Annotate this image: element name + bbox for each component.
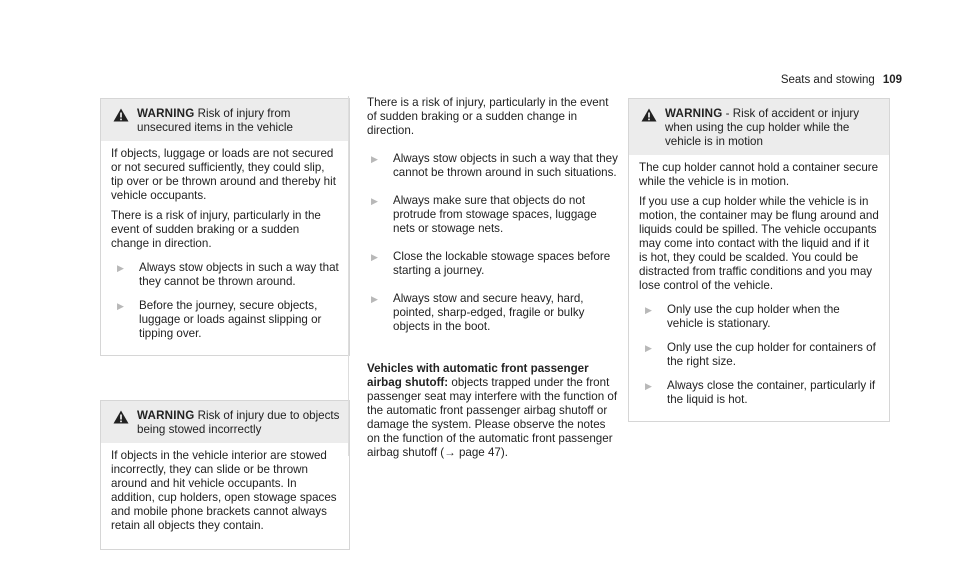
bullet-arrow-icon: ▶ (645, 305, 652, 315)
warning-title-text: - Risk of accident or injury when using the cup holder while the vehicle is in motion (665, 107, 860, 148)
list-item (639, 379, 879, 407)
page-number: 109 (882, 74, 902, 86)
bullet-arrow-icon: ▶ (645, 381, 652, 391)
warning-title (137, 107, 341, 135)
list-item-text: Always stow and secure heavy, hard, pointed, sharp-edged, fragile or bulky objects in the boot. (393, 292, 585, 333)
section-title: Seats and stowing (780, 74, 875, 86)
list-item-text: Only use the cup holder when the vehicle is stationary. (667, 303, 840, 330)
warning-title (665, 107, 881, 149)
list-item (367, 194, 621, 236)
warning-triangle-icon (641, 108, 657, 122)
column-middle (348, 96, 621, 459)
bullet-arrow-icon: ▶ (117, 301, 124, 311)
list-item-text: Always make sure that objects do not protrude from stowage spaces, luggage nets or stowage nets. (393, 194, 597, 235)
warning-header (101, 99, 349, 141)
airbag-shutoff-note (367, 362, 621, 460)
column-right (628, 98, 890, 438)
column-left (100, 98, 350, 566)
warning-title-text: Risk of injury due to objects being stowed incorrectly (137, 409, 340, 436)
note-subheading: Vehicles with automatic front passenger airbag shutoff: (367, 362, 589, 389)
note-body: objects trapped under the front passenger seat may interfere with the function of the automatic front passenger airbag shutoff or damage the system. Please observe the notes on the function of the automatic front passenger airbag shutoff (→ page 47). (367, 376, 618, 459)
list-item (367, 152, 621, 180)
list-item (639, 303, 879, 331)
bullet-arrow-icon: ▶ (645, 343, 652, 353)
warning-triangle-icon (113, 410, 129, 424)
bullet-arrow-icon: ▶ (371, 252, 378, 262)
bullet-arrow-icon: ▶ (117, 263, 124, 273)
page-header (781, 74, 902, 86)
warning-paragraph: The cup holder cannot hold a container secure while the vehicle is in motion. (639, 161, 879, 188)
list-item-text: Always stow objects in such a way that they cannot be thrown around in such situations. (393, 152, 618, 179)
warning-paragraph: If objects in the vehicle interior are stowed incorrectly, they can slide or be thrown around and hit vehicle occupants. In addition, cup holders, open stowage spaces and mobile phone brackets cannot always retain all objects they contain. (111, 449, 337, 532)
warning-header (629, 99, 889, 155)
warning-body (101, 443, 349, 549)
bullet-arrow-icon: ▶ (371, 154, 378, 164)
warning-triangle-icon (113, 108, 129, 122)
warning-box-unsecured-items (100, 98, 350, 356)
list-item-text: Only use the cup holder for containers of the right size. (667, 341, 876, 368)
bullet-arrow-icon: ▶ (371, 196, 378, 206)
warning-header (101, 401, 349, 443)
warning-label: WARNING (665, 107, 723, 120)
warning-paragraph: If you use a cup holder while the vehicle is in motion, the container may be flung around and liquids could be spilled. The vehicle occupants may come into contact with the liquid and if it is hot, they could be scalded. You could be distracted from traffic conditions and you may lose control of the vehicle. (639, 195, 879, 292)
list-item-text: Close the lockable stowage spaces before starting a journey. (393, 250, 611, 277)
list-item-text: Before the journey, secure objects, luggage or loads against slipping or tipping over. (139, 299, 322, 340)
list-item (111, 299, 339, 341)
warning-label: WARNING (137, 409, 195, 422)
bullet-arrow-icon: ▶ (371, 294, 378, 304)
warning-title-text: Risk of injury from unsecured items in the vehicle (137, 107, 293, 134)
list-item (639, 341, 879, 369)
warning-box-cup-holder (628, 98, 890, 422)
warning-paragraph: If objects, luggage or loads are not secured or not secured sufficiently, they could slip, tip over or be thrown around and thereby hit vehicle occupants. (111, 147, 336, 202)
list-item (367, 292, 621, 334)
warning-paragraph: There is a risk of injury, particularly in the event of sudden braking or a sudden change in direction. (111, 209, 321, 250)
intro-paragraph: There is a risk of injury, particularly in the event of sudden braking or a sudden change in direction. (367, 96, 609, 137)
warning-box-stowed-incorrectly (100, 400, 350, 550)
warning-body (629, 155, 889, 421)
warning-label: WARNING (137, 107, 195, 120)
list-item (111, 261, 339, 289)
warning-title (137, 409, 341, 437)
list-item-text: Always stow objects in such a way that they cannot be thrown around. (139, 261, 339, 288)
list-item (367, 250, 621, 278)
warning-body (101, 141, 349, 355)
list-item-text: Always close the container, particularly if the liquid is hot. (667, 379, 876, 406)
